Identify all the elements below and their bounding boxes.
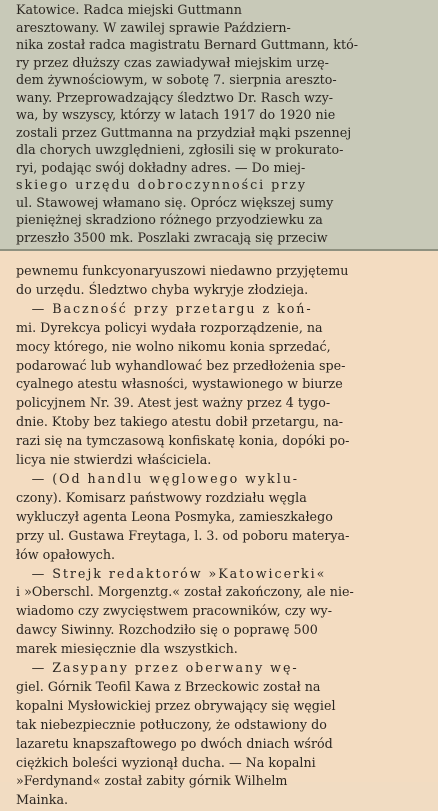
section-heading-line: — Baczność przy przetargu z koń- bbox=[31, 301, 313, 317]
article-line: dem żywnościowym, w sobotę 7. sierpnia areszto- bbox=[16, 73, 337, 88]
article-line: wany. Przeprowadzający śledztwo Dr. Rasch wzy- bbox=[16, 90, 334, 106]
article-line: skiego urzędu dobroczynności przy bbox=[16, 178, 308, 193]
article-line: mi. Dyrekcya policyi wydała rozporządzenie, na bbox=[16, 320, 323, 336]
article-line: ry przez dłuższy czas zawiadywał miejskim urzę- bbox=[16, 55, 329, 71]
article-line: ul. Stawowej włamano się. Oprócz większej sumy bbox=[16, 195, 334, 211]
article-line: dla chorych uwzględnieni, zgłosili się w prokurato- bbox=[16, 143, 344, 158]
article-line: Katowice. Radca miejski Guttmann bbox=[16, 3, 242, 18]
article-line: kopalni Mysłowickiej przez obrywający się węgiel bbox=[16, 698, 336, 714]
article-line: licya nie stwierdzi właściciela. bbox=[16, 453, 212, 469]
article-line: pieniężnej skradziono różnego przyodziewku za bbox=[16, 213, 323, 228]
section-heading-line: — Zasypany przez oberwany wę- bbox=[31, 661, 299, 677]
article-line: ciężkich boleści wyzionął ducha. — Na kopalni bbox=[16, 755, 316, 771]
article-line: giel. Górnik Teofil Kawa z Brzeckowic został na bbox=[16, 679, 321, 695]
article-line: nika został radca magistratu Bernard Guttmann, któ- bbox=[16, 38, 359, 53]
article-line: wiadomo czy zwycięstwem pracowników, czy wy- bbox=[16, 604, 333, 620]
article-line: tak niebezpiecznie potłuczony, że odstawiony do bbox=[16, 717, 327, 733]
article-line: marek miesięcznie dla wszystkich. bbox=[16, 642, 238, 658]
article-line: czony). Komisarz państwowy rozdziału węgla bbox=[16, 490, 307, 506]
article-line: pewnemu funkcyonaryuszowi niedawno przyjętemu bbox=[16, 264, 349, 279]
article-line: do urzędu. Śledztwo chyba wykryje złodzieja. bbox=[16, 282, 309, 298]
article-line: podarować lub wyhandlować bez przedłożenia spe- bbox=[16, 358, 346, 374]
bottom-article-segment bbox=[0, 251, 438, 809]
article-line: aresztowany. W zawilej sprawie Październ- bbox=[16, 20, 291, 36]
article-line: zostali przez Guttmanna na przydział mąki pszennej bbox=[16, 125, 352, 141]
article-line: wa, by wszyscy, którzy w latach 1917 do 1920 nie bbox=[16, 108, 336, 123]
article-line: przy ul. Gustawa Freytaga, l. 3. od poboru materya- bbox=[16, 528, 350, 544]
bottom-article-text bbox=[16, 263, 438, 811]
article-line: Mainka. bbox=[16, 793, 69, 809]
article-line: przeszło 3500 mk. Poszlaki zwracają się przeciw bbox=[16, 230, 328, 246]
article-line: dnie. Ktoby bez takiego atestu dobił przetargu, na- bbox=[16, 415, 344, 431]
article-line: »Ferdynand« został zabity górnik Wilhelm bbox=[16, 774, 288, 790]
article-line: wykluczył agenta Leona Posmyka, zamieszkałego bbox=[16, 509, 333, 525]
article-line: razi się na tymczasową konfiskatę konia, dopóki po- bbox=[16, 434, 350, 450]
article-line: i »Oberschl. Morgenztg.« został zakończony, ale nie- bbox=[16, 585, 354, 601]
section-heading-line: — (Od handlu węglowego wyklu- bbox=[31, 471, 300, 487]
top-article-text bbox=[16, 2, 438, 247]
section-heading-line: — Strejk redaktorów »Katowicerki« bbox=[31, 566, 327, 582]
article-line: mocy którego, nie wolno nikomu konia sprzedać, bbox=[16, 339, 331, 355]
article-line: cyalnego atestu własności, wystawionego w biurze bbox=[16, 377, 343, 393]
article-line: lazaretu knapszaftowego po dwóch dniach wśród bbox=[16, 736, 333, 752]
article-line: łów opałowych. bbox=[16, 547, 116, 563]
top-article-segment bbox=[0, 0, 438, 251]
article-line: ryi, podając swój dokładny adres. — Do miej- bbox=[16, 160, 306, 176]
article-line: dawcy Siwinny. Rozchodziło się o poprawę 500 bbox=[16, 623, 318, 639]
article-line: policyjnem Nr. 39. Atest jest ważny przez 4 tygo- bbox=[16, 396, 331, 412]
